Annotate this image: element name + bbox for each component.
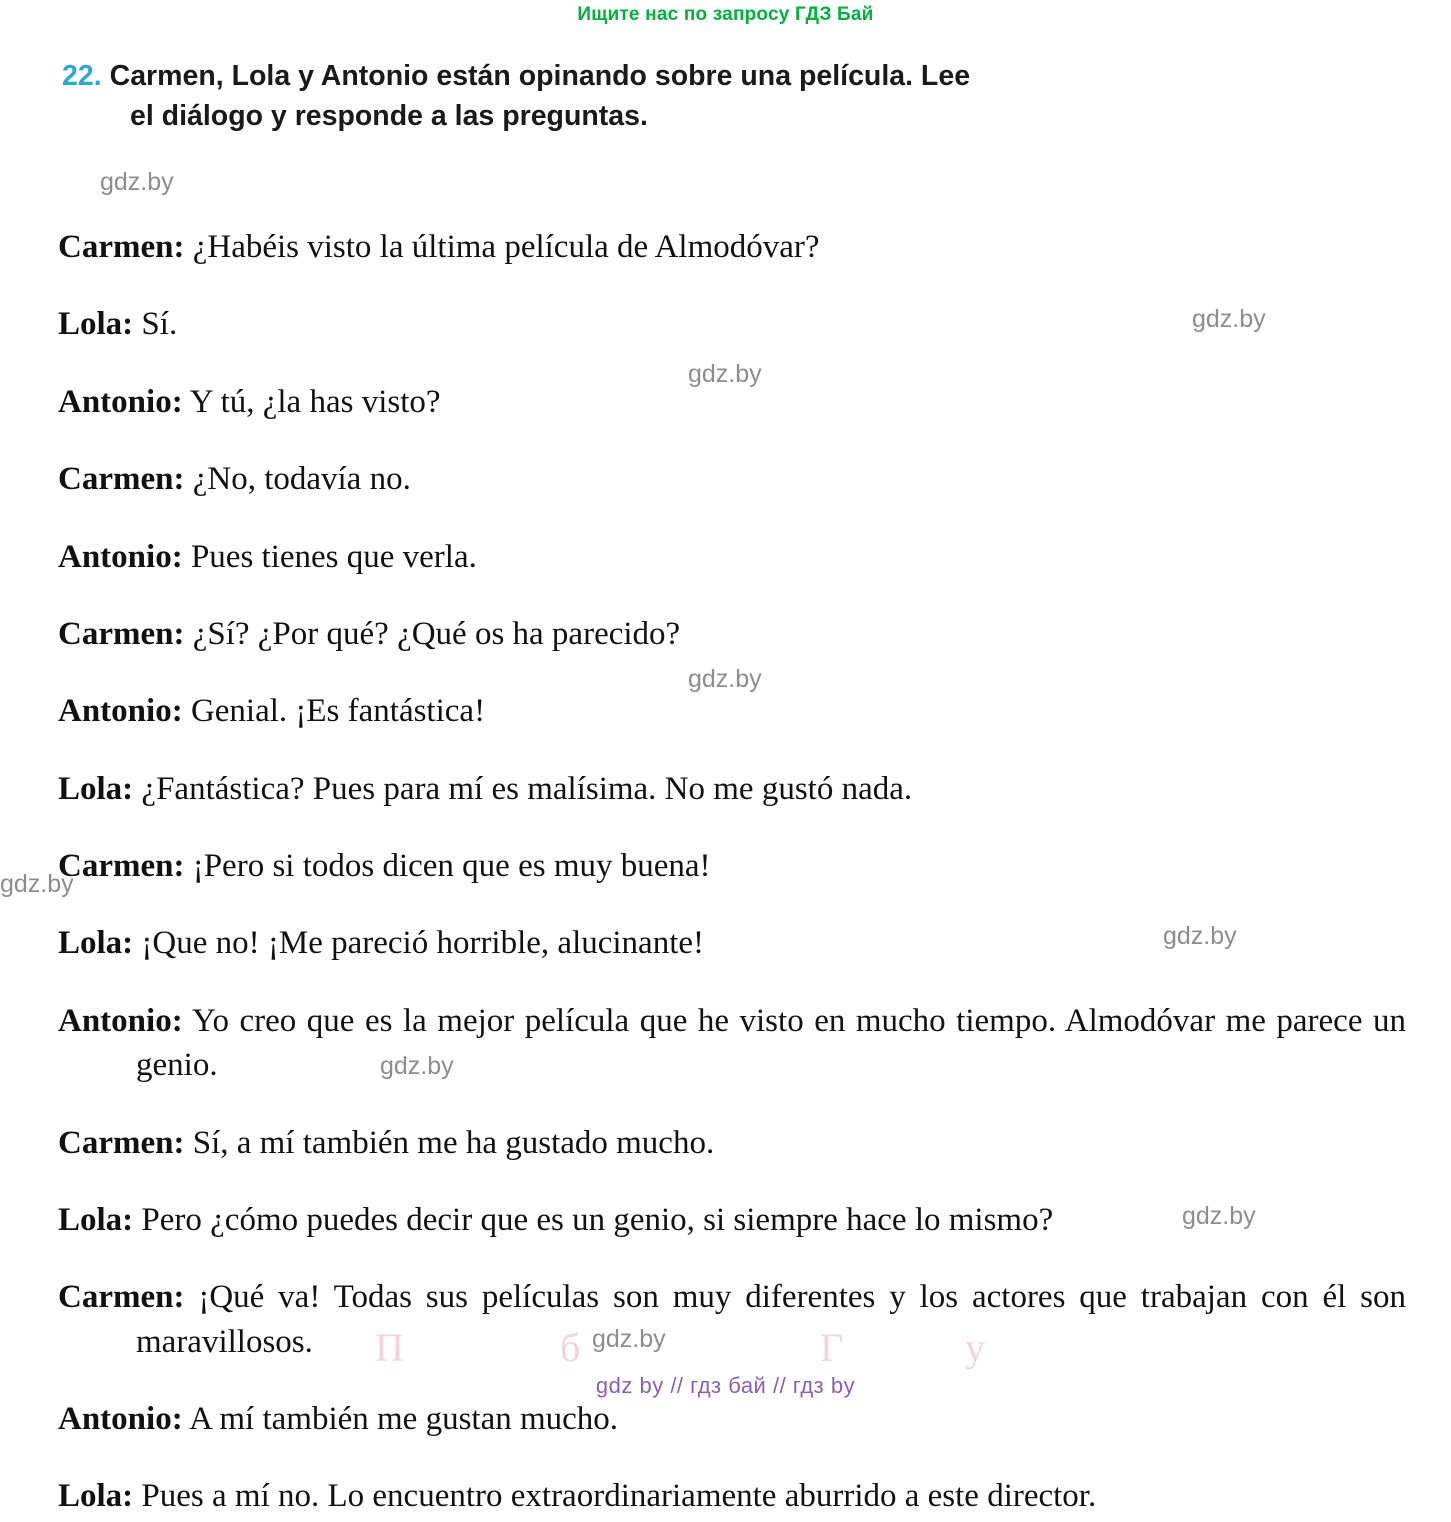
dialogue-turn: [58, 380, 1406, 424]
dialogue-turn: [58, 921, 1406, 965]
speaker-label: Carmen:: [58, 1124, 185, 1161]
watermark: gdz.by: [1182, 1202, 1256, 1230]
dialogue-turn: [58, 612, 1406, 656]
dialogue-turn: [58, 302, 1406, 346]
watermark: gdz.by: [1163, 922, 1237, 950]
watermark: gdz.by: [380, 1052, 454, 1080]
speech-text: ¡Pero si todos dicen que es muy buena!: [184, 848, 711, 884]
speech-text: ¡Que no! ¡Me pareció horrible, alucinante!: [133, 925, 705, 962]
speech-text: ¿No, todavía no.: [184, 461, 411, 498]
watermark: gdz.by: [0, 870, 74, 898]
speech-text: ¿Fantástica? Pues para mí es malísima. No me gustó nada.: [133, 770, 913, 807]
speech-text: Sí.: [133, 306, 178, 343]
watermark: gdz.by: [688, 665, 762, 693]
speech-text: Genial. ¡Es fantástica!: [182, 693, 486, 730]
watermark: gdz.by: [100, 168, 174, 196]
decorative-glyph: Г: [820, 1325, 844, 1370]
dialogue-turn: [58, 1275, 1406, 1364]
watermark: gdz.by: [592, 1325, 666, 1353]
speaker-label: Lola:: [58, 306, 134, 343]
exercise-heading-line-1: [62, 56, 1402, 96]
speech-text: Pues a mí no. Lo encuentro extraordinariamente aburrido a este director.: [133, 1478, 1097, 1515]
dialogue-turn: [58, 844, 1406, 888]
speaker-label: Lola:: [58, 1201, 134, 1238]
dialogue-turn: [58, 1474, 1406, 1518]
dialogue-turn: [58, 225, 1406, 269]
exercise-instruction-line-1: Carmen, Lola y Antonio están opinando sobre una película. Lee: [109, 60, 971, 92]
dialogue-turn: [58, 535, 1406, 579]
speaker-label: Carmen:: [58, 229, 185, 265]
exercise-number: 22.: [62, 60, 102, 92]
speaker-label: Antonio:: [58, 538, 183, 575]
speaker-label: Lola:: [58, 1478, 134, 1515]
watermark: gdz.by: [1192, 305, 1266, 333]
speech-text: ¿Sí? ¿Por qué? ¿Qué os ha parecido?: [184, 615, 681, 652]
speech-text: ¿Habéis visto la última película de Almodóvar?: [184, 229, 820, 265]
watermark: gdz.by: [688, 360, 762, 388]
speech-text: A mí también me gustan mucho.: [182, 1401, 619, 1437]
speaker-label: Lola:: [58, 925, 134, 962]
decorative-glyph: П: [375, 1325, 404, 1370]
exercise-heading: [62, 56, 1402, 137]
site-promo-banner: [0, 0, 1451, 30]
footer-strip: [0, 1325, 1451, 1407]
speaker-label: Antonio:: [58, 1401, 183, 1437]
speaker-label: Lola:: [58, 770, 134, 807]
dialogue-turn: [58, 457, 1406, 501]
speaker-label: Carmen:: [58, 461, 185, 498]
speech-text: Sí, a mí también me ha gustado mucho.: [184, 1124, 715, 1161]
dialogue-turn: [58, 767, 1406, 811]
banner-text: Ищите нас по запросу ГДЗ Бай: [577, 4, 874, 25]
dialogue-turn: [58, 1198, 1406, 1242]
exercise-heading-line-2: el diálogo y responde a las preguntas.: [130, 100, 648, 133]
speech-text: Pues tienes que verla.: [182, 538, 477, 575]
speaker-label: Carmen:: [58, 848, 185, 884]
dialogue-block: [58, 192, 1406, 1522]
dialogue-turn: [58, 689, 1406, 733]
decorative-glyph: б: [560, 1325, 581, 1370]
speech-text: Yo creo que es la mejor película que he visto en mucho tiempo. Almodóvar me parece un genio.: [136, 1002, 1406, 1084]
footer-text: gdz by // гдз бай // гдз by: [595, 1373, 856, 1398]
speech-text: Pero ¿cómo puedes decir que es un genio, si siempre hace lo mismo?: [133, 1201, 1054, 1238]
speaker-label: Antonio:: [58, 693, 183, 730]
speaker-label: Carmen:: [58, 1279, 185, 1316]
decorative-glyph: у: [965, 1325, 985, 1370]
speech-text: ¡Qué va! Todas sus películas son muy diferentes y los actores que trabajan con él son maravillosos.: [136, 1279, 1406, 1360]
speaker-label: Carmen:: [58, 615, 185, 652]
speaker-label: Antonio:: [58, 1002, 183, 1039]
speaker-label: Antonio:: [58, 383, 183, 420]
speech-text: Y tú, ¿la has visto?: [182, 383, 441, 420]
dialogue-turn: [58, 1121, 1406, 1165]
dialogue-turn: [58, 999, 1406, 1088]
